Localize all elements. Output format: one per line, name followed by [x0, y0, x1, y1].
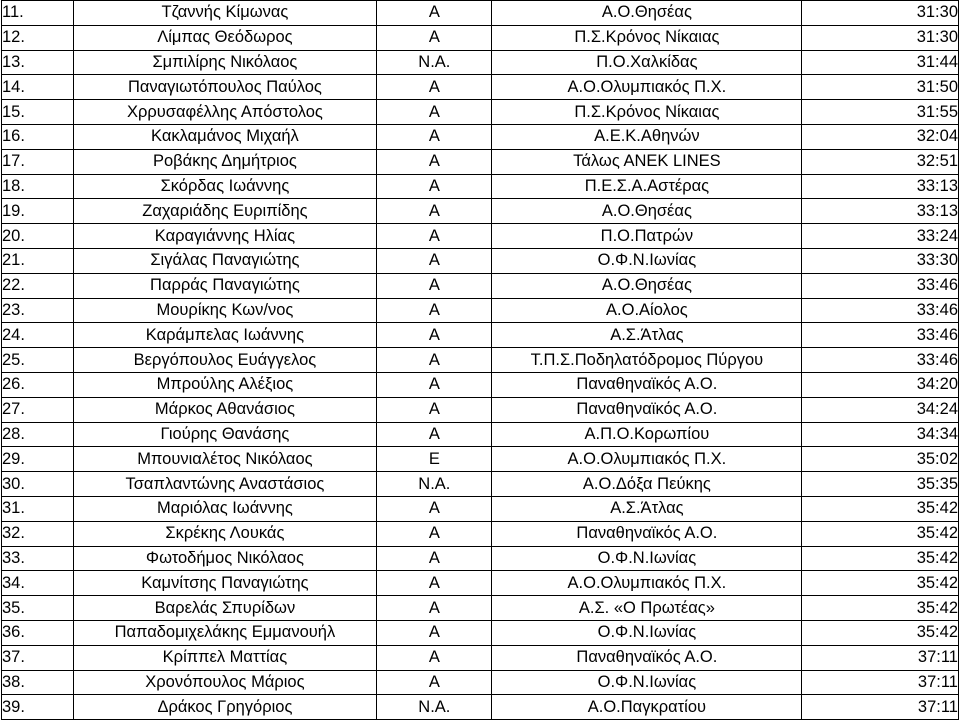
club-cell: Ο.Φ.Ν.Ιωνίας	[492, 248, 802, 273]
club-cell: Παναθηναϊκός Α.Ο.	[492, 645, 802, 670]
category-cell: Α	[377, 100, 492, 125]
club-cell: Α.Π.Ο.Κορωπίου	[492, 422, 802, 447]
category-cell: Ν.Α.	[377, 695, 492, 720]
position-cell: 31.	[2, 496, 74, 521]
club-cell: Τάλως ΑΝΕΚ LINES	[492, 149, 802, 174]
athlete-name-cell: Δράκος Γρηγόριος	[73, 695, 377, 720]
time-cell: 33:46	[802, 323, 959, 348]
category-cell: Α	[377, 496, 492, 521]
category-cell: Α	[377, 372, 492, 397]
table-row	[2, 323, 959, 348]
athlete-name-cell: Παναγιωτόπουλος Παύλος	[73, 75, 377, 100]
time-cell: 35:42	[802, 596, 959, 621]
category-cell: Α	[377, 571, 492, 596]
club-cell: Α.Σ.Άτλας	[492, 323, 802, 348]
athlete-name-cell: Μάρκος Αθανάσιος	[73, 397, 377, 422]
position-cell: 24.	[2, 323, 74, 348]
time-cell: 37:11	[802, 670, 959, 695]
time-cell: 31:55	[802, 100, 959, 125]
athlete-name-cell: Σμπιλίρης Νικόλαος	[73, 50, 377, 75]
athlete-name-cell: Καμνίτσης Παναγιώτης	[73, 571, 377, 596]
time-cell: 35:42	[802, 620, 959, 645]
time-cell: 33:13	[802, 174, 959, 199]
club-cell: Π.Σ.Κρόνος Νίκαιας	[492, 100, 802, 125]
category-cell: Α	[377, 149, 492, 174]
athlete-name-cell: Χρονόπουλος Μάριος	[73, 670, 377, 695]
category-cell: Α	[377, 323, 492, 348]
table-row	[2, 248, 959, 273]
table-row	[2, 620, 959, 645]
athlete-name-cell: Βεργόπουλος Ευάγγελος	[73, 348, 377, 373]
time-cell: 34:34	[802, 422, 959, 447]
category-cell: Ε	[377, 447, 492, 472]
table-row	[2, 546, 959, 571]
club-cell: Α.Ο.Δόξα Πεύκης	[492, 472, 802, 497]
position-cell: 25.	[2, 348, 74, 373]
athlete-name-cell: Μπρούλης Αλέξιος	[73, 372, 377, 397]
position-cell: 32.	[2, 521, 74, 546]
athlete-name-cell: Σκρέκης Λουκάς	[73, 521, 377, 546]
time-cell: 33:46	[802, 273, 959, 298]
position-cell: 30.	[2, 472, 74, 497]
position-cell: 18.	[2, 174, 74, 199]
club-cell: Παναθηναϊκός Α.Ο.	[492, 521, 802, 546]
position-cell: 11.	[2, 1, 74, 26]
time-cell: 31:30	[802, 25, 959, 50]
time-cell: 31:50	[802, 75, 959, 100]
athlete-name-cell: Σιγάλας Παναγιώτης	[73, 248, 377, 273]
athlete-name-cell: Κακλαμάνος Μιχαήλ	[73, 124, 377, 149]
athlete-name-cell: Μουρίκης Κων/νος	[73, 298, 377, 323]
table-row	[2, 496, 959, 521]
table-row	[2, 25, 959, 50]
table-row	[2, 273, 959, 298]
category-cell: Α	[377, 124, 492, 149]
table-row	[2, 397, 959, 422]
position-cell: 38.	[2, 670, 74, 695]
table-row	[2, 149, 959, 174]
table-row	[2, 521, 959, 546]
position-cell: 29.	[2, 447, 74, 472]
club-cell: Α.Σ. «Ο Πρωτέας»	[492, 596, 802, 621]
category-cell: Α	[377, 298, 492, 323]
table-row	[2, 596, 959, 621]
position-cell: 37.	[2, 645, 74, 670]
position-cell: 17.	[2, 149, 74, 174]
category-cell: Α	[377, 248, 492, 273]
category-cell: Α	[377, 174, 492, 199]
club-cell: Α.Ο.Παγκρατίου	[492, 695, 802, 720]
athlete-name-cell: Ροβάκης Δημήτριος	[73, 149, 377, 174]
athlete-name-cell: Κρίππελ Ματτίας	[73, 645, 377, 670]
table-row	[2, 1, 959, 26]
athlete-name-cell: Φωτοδήμος Νικόλαος	[73, 546, 377, 571]
club-cell: Παναθηναϊκός Α.Ο.	[492, 397, 802, 422]
time-cell: 34:20	[802, 372, 959, 397]
position-cell: 22.	[2, 273, 74, 298]
time-cell: 35:35	[802, 472, 959, 497]
club-cell: Α.Σ.Άτλας	[492, 496, 802, 521]
club-cell: Π.Ο.Πατρών	[492, 224, 802, 249]
time-cell: 33:30	[802, 248, 959, 273]
position-cell: 34.	[2, 571, 74, 596]
time-cell: 32:51	[802, 149, 959, 174]
athlete-name-cell: Χρρυσαφέλλης Απόστολος	[73, 100, 377, 125]
athlete-name-cell: Μπουνιαλέτος Νικόλαος	[73, 447, 377, 472]
position-cell: 36.	[2, 620, 74, 645]
position-cell: 15.	[2, 100, 74, 125]
table-row	[2, 571, 959, 596]
club-cell: Π.Σ.Κρόνος Νίκαιας	[492, 25, 802, 50]
time-cell: 37:11	[802, 695, 959, 720]
table-row	[2, 670, 959, 695]
club-cell: Ο.Φ.Ν.Ιωνίας	[492, 670, 802, 695]
club-cell: Παναθηναϊκός Α.Ο.	[492, 372, 802, 397]
position-cell: 14.	[2, 75, 74, 100]
category-cell: Α	[377, 596, 492, 621]
club-cell: Α.Ο.Αίολος	[492, 298, 802, 323]
position-cell: 35.	[2, 596, 74, 621]
athlete-name-cell: Ζαχαριάδης Ευριπίδης	[73, 199, 377, 224]
athlete-name-cell: Καράμπελας Ιωάννης	[73, 323, 377, 348]
athlete-name-cell: Καραγιάννης Ηλίας	[73, 224, 377, 249]
club-cell: Α.Ο.Θησέας	[492, 199, 802, 224]
category-cell: Ν.Α.	[377, 50, 492, 75]
club-cell: Α.Ο.Ολυμπιακός Π.Χ.	[492, 571, 802, 596]
time-cell: 37:11	[802, 645, 959, 670]
table-row	[2, 298, 959, 323]
club-cell: Π.Ο.Χαλκίδας	[492, 50, 802, 75]
time-cell: 31:44	[802, 50, 959, 75]
table-row	[2, 50, 959, 75]
category-cell: Ν.Α.	[377, 472, 492, 497]
table-row	[2, 224, 959, 249]
club-cell: Ο.Φ.Ν.Ιωνίας	[492, 620, 802, 645]
club-cell: Α.Ο.Θησέας	[492, 1, 802, 26]
club-cell: Α.Ο.Ολυμπιακός Π.Χ.	[492, 447, 802, 472]
club-cell: Α.Ε.Κ.Αθηνών	[492, 124, 802, 149]
club-cell: Α.Ο.Θησέας	[492, 273, 802, 298]
table-row	[2, 199, 959, 224]
athlete-name-cell: Παρράς Παναγιώτης	[73, 273, 377, 298]
time-cell: 35:42	[802, 496, 959, 521]
table-row	[2, 645, 959, 670]
table-row	[2, 100, 959, 125]
position-cell: 26.	[2, 372, 74, 397]
category-cell: Α	[377, 273, 492, 298]
table-row	[2, 124, 959, 149]
table-row	[2, 348, 959, 373]
athlete-name-cell: Βαρελάς Σπυρίδων	[73, 596, 377, 621]
time-cell: 33:13	[802, 199, 959, 224]
category-cell: Α	[377, 224, 492, 249]
club-cell: Τ.Π.Σ.Ποδηλατόδρομος Πύργου	[492, 348, 802, 373]
table-row	[2, 372, 959, 397]
category-cell: Α	[377, 397, 492, 422]
table-row	[2, 75, 959, 100]
time-cell: 31:30	[802, 1, 959, 26]
category-cell: Α	[377, 422, 492, 447]
time-cell: 33:24	[802, 224, 959, 249]
table-row	[2, 422, 959, 447]
club-cell: Ο.Φ.Ν.Ιωνίας	[492, 546, 802, 571]
position-cell: 28.	[2, 422, 74, 447]
position-cell: 20.	[2, 224, 74, 249]
table-row	[2, 447, 959, 472]
time-cell: 33:46	[802, 348, 959, 373]
category-cell: Α	[377, 25, 492, 50]
category-cell: Α	[377, 546, 492, 571]
category-cell: Α	[377, 620, 492, 645]
position-cell: 12.	[2, 25, 74, 50]
position-cell: 33.	[2, 546, 74, 571]
table-row	[2, 174, 959, 199]
athlete-name-cell: Σκόρδας Ιωάννης	[73, 174, 377, 199]
athlete-name-cell: Παπαδομιχελάκης Εμμανουήλ	[73, 620, 377, 645]
time-cell: 32:04	[802, 124, 959, 149]
position-cell: 39.	[2, 695, 74, 720]
position-cell: 23.	[2, 298, 74, 323]
position-cell: 27.	[2, 397, 74, 422]
position-cell: 21.	[2, 248, 74, 273]
category-cell: Α	[377, 521, 492, 546]
time-cell: 33:46	[802, 298, 959, 323]
athlete-name-cell: Μαριόλας Ιωάννης	[73, 496, 377, 521]
category-cell: Α	[377, 199, 492, 224]
category-cell: Α	[377, 670, 492, 695]
athlete-name-cell: Τσαπλαντώνης Αναστάσιος	[73, 472, 377, 497]
position-cell: 16.	[2, 124, 74, 149]
time-cell: 34:24	[802, 397, 959, 422]
results-table	[1, 0, 959, 720]
category-cell: Α	[377, 1, 492, 26]
table-row	[2, 472, 959, 497]
table-row	[2, 695, 959, 720]
position-cell: 19.	[2, 199, 74, 224]
time-cell: 35:02	[802, 447, 959, 472]
athlete-name-cell: Γιούρης Θανάσης	[73, 422, 377, 447]
club-cell: Π.Ε.Σ.Α.Αστέρας	[492, 174, 802, 199]
position-cell: 13.	[2, 50, 74, 75]
category-cell: Α	[377, 348, 492, 373]
time-cell: 35:42	[802, 571, 959, 596]
category-cell: Α	[377, 75, 492, 100]
time-cell: 35:42	[802, 546, 959, 571]
results-body	[2, 1, 959, 720]
athlete-name-cell: Λίμπας Θεόδωρος	[73, 25, 377, 50]
category-cell: Α	[377, 645, 492, 670]
athlete-name-cell: Τζαννής Κίμωνας	[73, 1, 377, 26]
club-cell: Α.Ο.Ολυμπιακός Π.Χ.	[492, 75, 802, 100]
time-cell: 35:42	[802, 521, 959, 546]
